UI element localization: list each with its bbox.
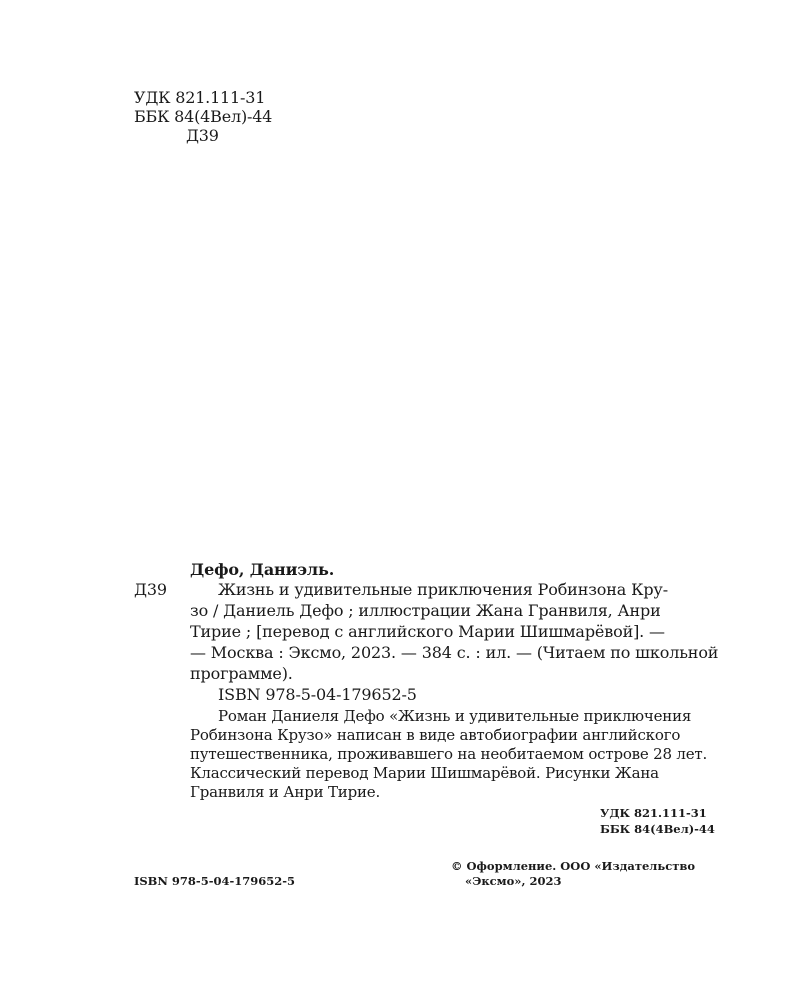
catalog-udk-code: УДК 821.111-31 bbox=[600, 806, 707, 820]
annotation-line: Гранвиля и Анри Тирие. bbox=[190, 783, 381, 801]
annotation-line: Робинзона Крузо» написан в виде автобиографии английского bbox=[190, 726, 681, 744]
catalog-description-line: программе). bbox=[190, 664, 293, 683]
copyright-line: © Оформление. ООО «Издательство bbox=[451, 859, 695, 873]
annotation-line: Роман Даниеля Дефо «Жизнь и удивительные приключения bbox=[218, 707, 692, 725]
header-bbk-code: ББК 84(4Вел)-44 bbox=[134, 107, 273, 126]
annotation-line: путешественника, проживавшего на необитаемом острове 28 лет. bbox=[190, 745, 708, 763]
catalog-description-line: — Москва : Эксмо, 2023. — 384 с. : ил. — (Читаем по школьной bbox=[190, 643, 719, 662]
annotation-line: Классический перевод Марии Шишмарёвой. Рисунки Жана bbox=[190, 764, 659, 782]
copyright-line: «Эксмо», 2023 bbox=[465, 874, 562, 888]
catalog-description-line: зо / Даниель Дефо ; иллюстрации Жана Гранвиля, Анри bbox=[190, 601, 661, 620]
catalog-description-line: Тирие ; [перевод с английского Марии Шишмарёвой]. — bbox=[190, 622, 665, 641]
catalog-author: Дефо, Даниэль. bbox=[190, 560, 335, 579]
header-udk-code: УДК 821.111-31 bbox=[134, 88, 266, 107]
catalog-isbn: ISBN 978-5-04-179652-5 bbox=[218, 685, 417, 704]
catalog-author-mark: Д39 bbox=[134, 580, 167, 599]
catalog-description-line: Жизнь и удивительные приключения Робинзона Кру- bbox=[218, 580, 668, 599]
header-author-mark: Д39 bbox=[186, 126, 219, 145]
catalog-bbk-code: ББК 84(4Вел)-44 bbox=[600, 822, 715, 836]
footer-isbn: ISBN 978-5-04-179652-5 bbox=[134, 874, 296, 888]
